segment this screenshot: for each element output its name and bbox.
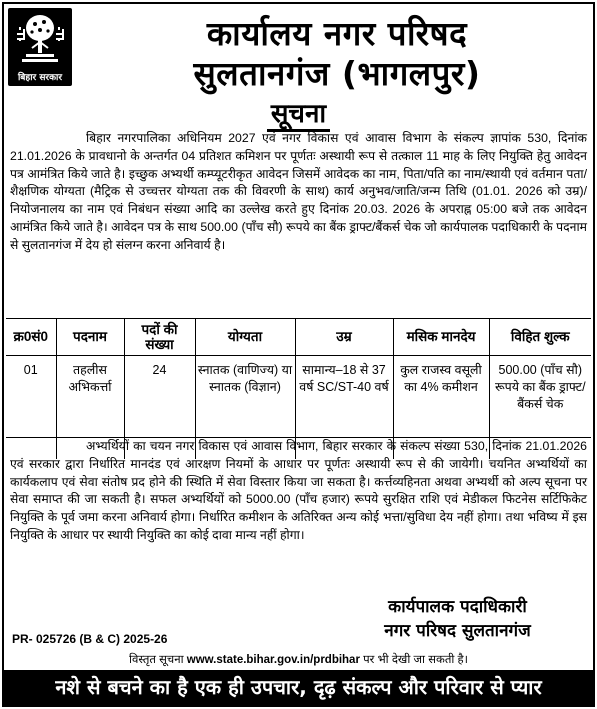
pr-number: PR- 025726 (B & C) 2025-26 <box>12 632 168 646</box>
header-fee: विहित शुल्क <box>489 319 591 355</box>
footer-slogan: नशे से बचने का है एक ही उपचार, दृढ़ संकल्प और परिवार से प्यार <box>4 670 593 705</box>
cell-count: 24 <box>124 355 195 459</box>
cell-age: सामान्य–18 से 37 वर्ष SC/ST-40 वर्ष <box>295 355 393 459</box>
office-title: कार्यालय नगर परिषद <box>206 14 468 53</box>
notice-heading-text: सूचना <box>267 99 330 132</box>
website-prefix: विस्तृत सूचना <box>128 654 184 666</box>
website-note <box>0 652 597 667</box>
cell-fee: 500.00 (पाँच सौ) रूपये का बैंक ड्राफ्ट/बैंकर्स चेक <box>489 355 591 459</box>
table-header-row <box>6 319 591 355</box>
bihar-government-logo <box>8 8 72 86</box>
cell-qualification: स्नातक (वाणिज्य) या स्नातक (विज्ञान) <box>195 355 295 459</box>
website-suffix: पर भी देखी जा सकती है। <box>363 654 469 666</box>
cell-honorarium: कुल राजस्व वसूली का 4% कमीशन <box>393 355 489 459</box>
notice-heading <box>0 94 597 130</box>
cell-serial: 01 <box>23 362 38 377</box>
cell-post: तहलीस अभिकर्त्ता <box>56 355 124 459</box>
notice-paragraph-1: बिहार नगरपालिका अधिनियम 2027 एवं नगर विकास एवं आवास विभाग के संकल्प ज्ञापांक 530, दिनांक 21.01.2026 के प्रावधानो के अन्तर्गत 04 प्रतिशत कमिशन पर पूर्णतः अस्थायी रूप से तत्काल 11 माह के लिए नियुक्ति हेतु आवेदन पत्र आमंत्रित किये जाते है। इच्छुक अभ्यर्थी कम्प्यूटरीकृत आवेदन जिसमें आवेदक का नाम, पिता/पति का नाम/स्थायी एवं वर्तमान पता/शैक्षणिक योग्यता (मैट्रिक से उच्चत्तर योग्यता तक की विवरणी के साथ) कार्य अनुभव/जाति/जन्म तिथि (01.01. 2026 को उम्र)/नियोजनालय का नाम एवं निबंधन संख्या आदि का उल्लेख करते हुए दिनांक 20.03. 2026 के अपराह्न 05:00 बजे तक आवेदन आमंत्रित किये जाते है। आवेदन पत्र के साथ 500.00 (पाँच सौ) रूपये का बैंक ड्राफ्ट/बैंकर्स चेक जो कार्यपालक पदाधिकारी के पदनाम से सुलतानगंज में देय हो संलग्न करना अनिवार्य है। <box>10 131 587 252</box>
office-location: सुलतानगंज (भागलपुर) <box>193 54 481 93</box>
notice-paragraph-2: अभ्यर्थियों का चयन नगर विकास एवं आवास विभाग, बिहार सरकार के संकल्प संख्या 530, दिनांक 21.01.2026 एवं सरकार द्वारा निर्धारित मानदंड एवं आरक्षण नियमों के आधार पर पूर्णतः अस्थायी रूप से की जायेगी। चयनित अभ्यर्थियों का कार्यकलाप एवं सेवा संतोष प्रद होने की स्थिति में सेवा विस्तार किया जा सकता है। कर्त्तव्यहिनता अथवा अभ्यर्थी को अल्प सूचना पर सेवा समाप्त की जा सकती है। सफल अभ्यर्थियों को 5000.00 (पाँच हजार) रूपये सुरक्षित राशि एवं मेडीकल फिटनेस सर्टिफिकेट नियुक्ति के पूर्व जमा करना अनिवार्य होगा। निर्धारित कमीशन के अतिरिक्त अन्य कोई भत्ता/सुविधा देय नहीं होगा। तथा भविष्य में इस नियुक्ति के आधार पर स्थायी नियुक्ति का कोई दावा मान्य नहीं होगा। <box>10 439 587 542</box>
header-serial: क्र0सं0 <box>6 319 56 355</box>
logo-caption: बिहार सरकार <box>17 73 63 83</box>
header-honorarium: मसिक मानदेय <box>393 319 489 355</box>
bodhi-tree-emblem-icon <box>14 12 66 70</box>
header-qualification: योग्यता <box>195 319 295 355</box>
signatory-office: नगर परिषद सुलतानगंज <box>384 621 531 641</box>
website-link[interactable]: www.state.bihar.gov.in/prdbihar <box>186 654 360 666</box>
header-count: पदों की संख्या <box>124 319 195 355</box>
header-post: पदनाम <box>56 319 124 355</box>
signatory-designation: कार्यपालक पदाधिकारी <box>388 597 527 617</box>
header-age: उम्र <box>295 319 393 355</box>
